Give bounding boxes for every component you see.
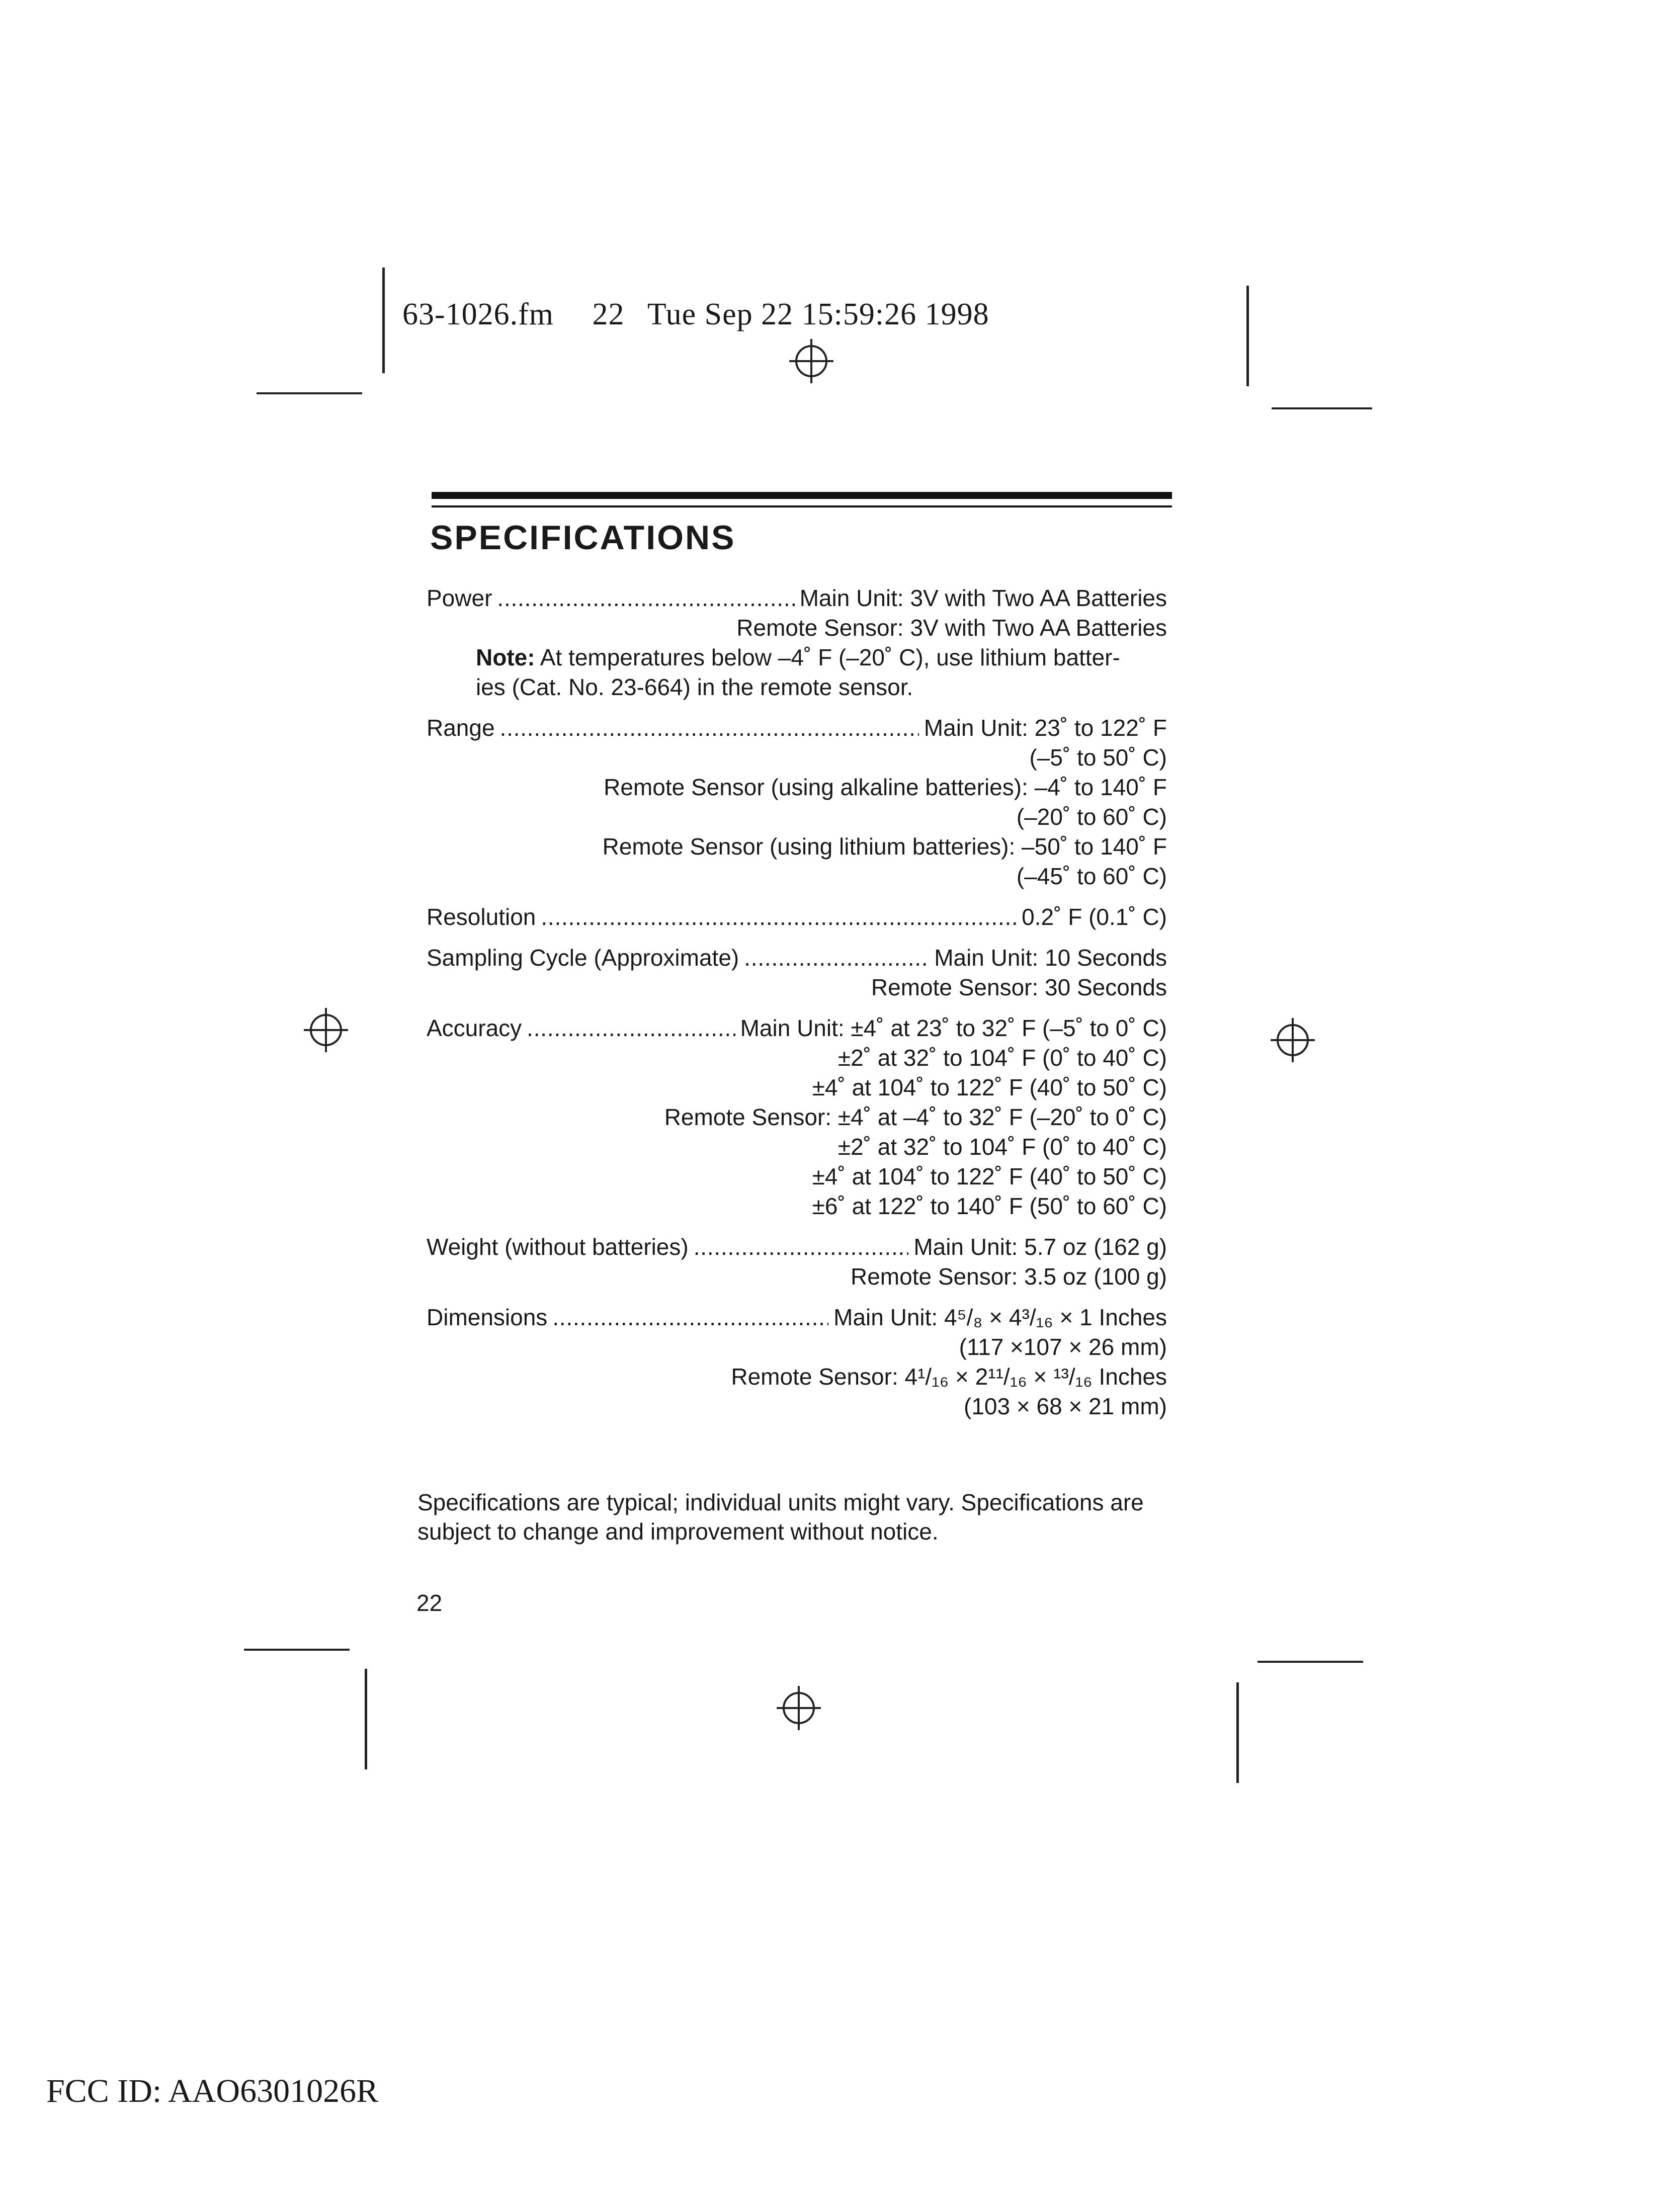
section-title: SPECIFICATIONS <box>430 519 736 557</box>
spec-value: (–5˚ to 50˚ C) <box>1029 744 1167 771</box>
note-text: ies (Cat. No. 23-664) in the remote sensor. <box>476 674 913 700</box>
spec-value: Main Unit: 5.7 oz (162 g) <box>913 1234 1167 1260</box>
dot-leader <box>552 1303 828 1332</box>
spec-sampling-cycle <box>427 943 1167 1002</box>
spec-value: Remote Sensor: 4¹/₁₆ × 2¹¹/₁₆ × ¹³/₁₆ Inches <box>731 1364 1167 1390</box>
spec-value: (–45˚ to 60˚ C) <box>1016 863 1167 889</box>
crop-mark-top-right-vertical <box>1246 286 1249 386</box>
spec-value: 0.2˚ F (0.1˚ C) <box>1022 904 1167 930</box>
spec-weight <box>427 1232 1167 1292</box>
spec-value: Main Unit: ±4˚ at 23˚ to 32˚ F (–5˚ to 0˚ C) <box>740 1015 1167 1041</box>
dot-leader <box>694 1232 909 1262</box>
spec-resolution <box>427 902 1167 932</box>
spec-label: Range <box>427 715 495 741</box>
spec-range <box>427 713 1167 891</box>
registration-mark-top-icon <box>787 337 835 385</box>
crop-mark-top-left-horizontal <box>257 392 362 394</box>
spec-dimensions <box>427 1303 1167 1421</box>
spec-label: Power <box>427 585 492 611</box>
spec-power <box>427 583 1167 702</box>
spec-value: ±6˚ at 122˚ to 140˚ F (50˚ to 60˚ C) <box>812 1193 1167 1219</box>
spec-label: Weight (without batteries) <box>427 1234 689 1260</box>
dot-leader <box>497 583 794 613</box>
section-rule-thick <box>432 492 1172 499</box>
header-filename: 63-1026.fm <box>402 297 554 331</box>
page-number: 22 <box>416 1590 443 1616</box>
spec-value: (117 ×107 × 26 mm) <box>959 1334 1167 1360</box>
spec-note <box>427 643 1167 702</box>
spec-value: ±4˚ at 104˚ to 122˚ F (40˚ to 50˚ C) <box>812 1074 1167 1100</box>
note-label: Note: <box>476 644 535 670</box>
specifications-list <box>427 583 1167 1432</box>
spec-label: Accuracy <box>427 1015 522 1041</box>
spec-label: Sampling Cycle (Approximate) <box>427 945 739 971</box>
dot-leader <box>744 943 929 973</box>
registration-mark-bottom-icon <box>775 1684 823 1732</box>
spec-value: Remote Sensor: 3.5 oz (100 g) <box>851 1263 1167 1290</box>
crop-mark-top-left-vertical <box>382 268 385 373</box>
spec-value: Main Unit: 23˚ to 122˚ F <box>924 715 1167 741</box>
spec-accuracy <box>427 1013 1167 1221</box>
spec-value: Main Unit: 10 Seconds <box>934 945 1167 971</box>
spec-label: Dimensions <box>427 1304 548 1330</box>
print-header <box>402 297 1020 332</box>
registration-mark-right-icon <box>1269 1016 1317 1064</box>
dot-leader <box>500 713 919 743</box>
fcc-id: FCC ID: AAO6301026R <box>46 2073 379 2109</box>
spec-value: Main Unit: 4⁵/₈ × 4³/₁₆ × 1 Inches <box>833 1304 1167 1330</box>
spec-value: (103 × 68 × 21 mm) <box>964 1393 1167 1419</box>
spec-value: Remote Sensor: 30 Seconds <box>871 974 1167 1000</box>
spec-value: ±4˚ at 104˚ to 122˚ F (40˚ to 50˚ C) <box>812 1163 1167 1189</box>
spec-value: (–20˚ to 60˚ C) <box>1016 804 1167 830</box>
section-rule-thin <box>432 505 1172 507</box>
header-timestamp: Tue Sep 22 15:59:26 1998 <box>647 297 989 331</box>
header-page: 22 <box>592 297 625 331</box>
spec-value: Remote Sensor (using lithium batteries): –50˚ to 140˚ F <box>602 833 1167 860</box>
specifications-disclaimer: Specifications are typical; individual units might vary. Specifications are subject to change and improvement without notice. <box>417 1489 1144 1545</box>
crop-mark-bottom-right-horizontal <box>1257 1661 1363 1663</box>
spec-value: ±2˚ at 32˚ to 104˚ F (0˚ to 40˚ C) <box>837 1134 1167 1160</box>
dot-leader <box>527 1013 735 1043</box>
spec-value: Remote Sensor: 3V with Two AA Batteries <box>736 615 1167 641</box>
spec-value: Remote Sensor (using alkaline batteries): –4˚ to 140˚ F <box>604 774 1167 800</box>
registration-mark-left-icon <box>302 1006 350 1054</box>
spec-value: ±2˚ at 32˚ to 104˚ F (0˚ to 40˚ C) <box>837 1045 1167 1071</box>
crop-mark-bottom-left-vertical <box>365 1669 367 1769</box>
note-text: At temperatures below –4˚ F (–20˚ C), use lithium batter- <box>540 644 1120 670</box>
spec-label: Resolution <box>427 904 536 930</box>
spec-value: Remote Sensor: ±4˚ at –4˚ to 32˚ F (–20˚ to 0˚ C) <box>664 1104 1167 1130</box>
dot-leader <box>541 902 1017 932</box>
crop-mark-bottom-right-vertical <box>1236 1682 1239 1783</box>
crop-mark-top-right-horizontal <box>1272 407 1372 409</box>
spec-value: Main Unit: 3V with Two AA Batteries <box>799 585 1167 611</box>
crop-mark-bottom-left-horizontal <box>244 1649 350 1651</box>
